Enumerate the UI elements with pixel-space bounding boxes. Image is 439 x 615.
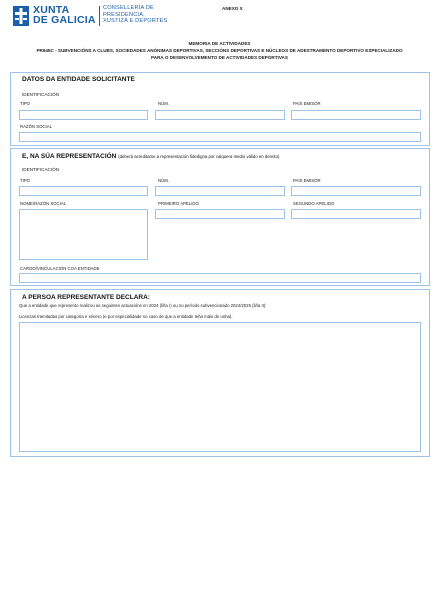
conselleria-line-1: CONSELLERÍA DE	[103, 5, 154, 11]
cargo-field[interactable]	[19, 273, 421, 283]
rep-num-label: NÚM.	[158, 178, 169, 183]
razon-social-field[interactable]	[19, 132, 421, 142]
rep-pais-field[interactable]	[291, 186, 421, 196]
nome-label: NOME/RAZÓN SOCIAL	[20, 201, 67, 206]
representation-note: (deberá acreditarse a representación fidedigna por calquera medio válido en dereito)	[118, 154, 280, 159]
rep-pais-label: PAÍS EMISOR	[293, 178, 321, 183]
pais-emisor-label: PAÍS EMISOR	[293, 101, 321, 106]
doc-title: MEMORIA DE ACTIVIDADES	[188, 41, 251, 46]
razon-social-label: RAZÓN SOCIAL	[20, 124, 52, 129]
procedure-subtitle: PARA O DESENVOLVEMENTO DE ACTIVIDADES DEPORTIVAS	[151, 55, 288, 60]
applicant-section	[10, 72, 430, 146]
identification-heading-2: IDENTIFICACIÓN	[22, 167, 60, 172]
primeiro-apelido-label: PRIMEIRO APELIDO	[158, 201, 199, 206]
logo-line-1: XUNTA	[33, 4, 70, 16]
primeiro-apelido-field[interactable]	[155, 209, 285, 219]
representative-section	[10, 148, 430, 286]
xunta-emblem-icon	[13, 6, 29, 26]
pais-emisor-field[interactable]	[291, 110, 421, 120]
nome-field[interactable]	[19, 209, 148, 260]
tipo-label: TIPO	[20, 101, 31, 106]
conselleria-line-3: XUSTIZA E DEPORTES	[103, 18, 168, 25]
rep-tipo-field[interactable]	[19, 186, 148, 196]
segundo-apelido-field[interactable]	[291, 209, 421, 219]
rep-tipo-label: TIPO	[20, 178, 31, 183]
logo-line-2: DE GALICIA	[33, 14, 96, 26]
declaration-section-title: A PERSOA REPRESENTANTE DECLARA:	[22, 294, 150, 301]
procedure-title: PR945C - SUBVENCIÓNS A CLUBS, SOCIEDADES ANÓNIMAS DEPORTIVAS, SECCIÓNS DEPORTIVAS E NÚCLEOS DE ADESTRAMENTO DEPORTIVO ESPECIALIZADO	[36, 48, 403, 53]
representative-section-title	[22, 153, 279, 160]
xunta-logo-text	[33, 5, 96, 25]
segundo-apelido-label: SEGUNDO APELIDO	[293, 201, 335, 206]
representative-title-text: E, NA SÚA REPRESENTACIÓN	[22, 153, 117, 160]
identification-heading: IDENTIFICACIÓN	[22, 92, 60, 97]
declaration-text: Que a entidade que represento realizou as seguintes actuacións en 2024 (liña I) ou no período subvencionado 2024/2025 (liña II):	[19, 303, 267, 308]
annex-label: ANEXO X	[222, 6, 243, 11]
num-field[interactable]	[155, 110, 285, 120]
tipo-field[interactable]	[19, 110, 148, 120]
applicant-section-title: DATOS DA ENTIDADE SOLICITANTE	[22, 76, 135, 83]
conselleria-name	[103, 5, 167, 25]
num-label: NÚM.	[158, 101, 169, 106]
conselleria-line-2: PRESIDENCIA,	[103, 11, 145, 18]
licences-text: Licenzas tramitadas por categoría e xénero (e por especialidade no caso de que a entidade teña máis de unha).	[19, 314, 233, 319]
logo-divider	[99, 6, 100, 26]
cargo-label: CARGO/VINCULACIÓN COA ENTIDADE	[20, 266, 100, 271]
declaration-section	[10, 289, 430, 457]
rep-num-field[interactable]	[155, 186, 285, 196]
activities-textarea[interactable]	[19, 322, 421, 452]
